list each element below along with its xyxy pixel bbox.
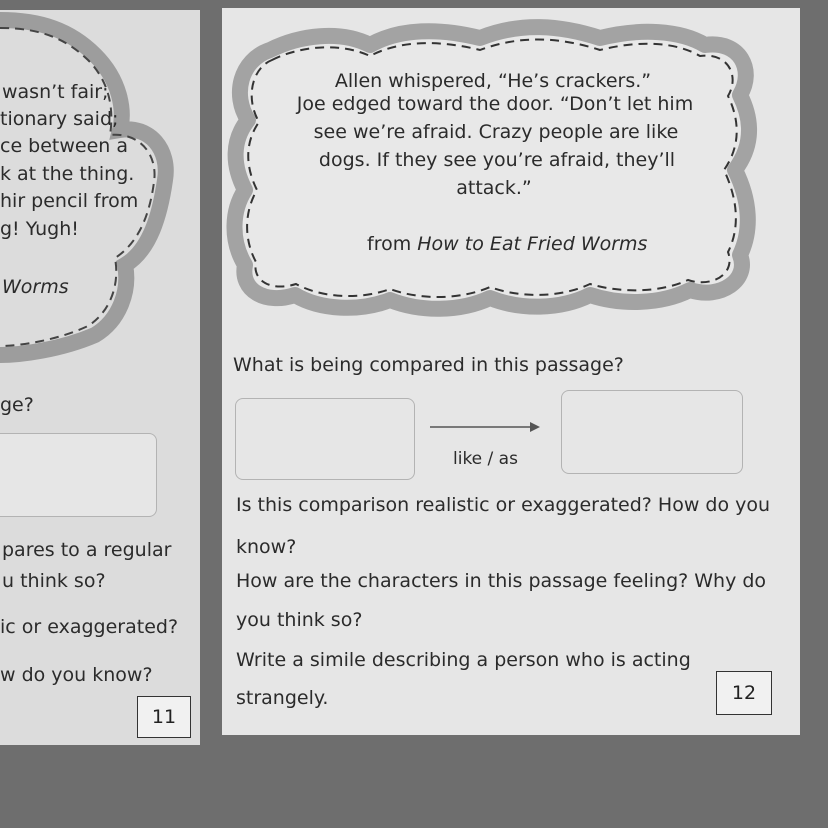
- left-passage-line: k at the thing.: [0, 163, 135, 185]
- left-passage-line: g! Yugh!: [0, 218, 79, 240]
- right-page-number: 12: [716, 671, 772, 715]
- left-page-number: 11: [137, 696, 191, 738]
- right-passage-line: attack.”: [456, 177, 532, 199]
- left-passage-source: Worms: [2, 276, 69, 298]
- source-title: How to Eat Fried Worms: [417, 233, 648, 255]
- left-question-line: ic or exaggerated?: [0, 616, 179, 638]
- question-feeling-line: you think so?: [236, 609, 363, 631]
- left-question-fragment: ge?: [0, 394, 34, 416]
- question-simile-line: strangely.: [236, 687, 329, 709]
- source-prefix: from: [367, 233, 418, 255]
- left-passage-line: ce between a: [0, 135, 129, 157]
- right-passage-line: see we’re afraid. Crazy people are like: [313, 121, 679, 143]
- question-feeling-line: How are the characters in this passage feeling? Why do: [236, 570, 767, 592]
- left-question-line: w do you know?: [0, 664, 153, 686]
- question-realistic-line: Is this comparison realistic or exaggerated? How do you: [236, 494, 771, 516]
- compared-item-box-right[interactable]: [561, 390, 743, 474]
- left-question-line: pares to a regular: [2, 539, 172, 561]
- left-passage-line: wasn’t fair;: [2, 81, 109, 103]
- right-passage-line: Joe edged toward the door. “Don’t let him: [296, 93, 694, 115]
- left-question-line: u think so?: [2, 570, 106, 592]
- right-passage-line: dogs. If they see you’re afraid, they’ll: [318, 149, 676, 171]
- question-what-compared: What is being compared in this passage?: [233, 354, 624, 376]
- like-as-label: like / as: [453, 449, 518, 469]
- left-passage-line: hir pencil from: [0, 190, 139, 212]
- question-simile-line: Write a simile describing a person who is acting: [236, 649, 691, 671]
- right-passage-line: Allen whispered, “He’s crackers.”: [334, 70, 652, 92]
- left-passage-line: tionary said;: [0, 108, 119, 130]
- question-realistic-line: know?: [236, 536, 297, 558]
